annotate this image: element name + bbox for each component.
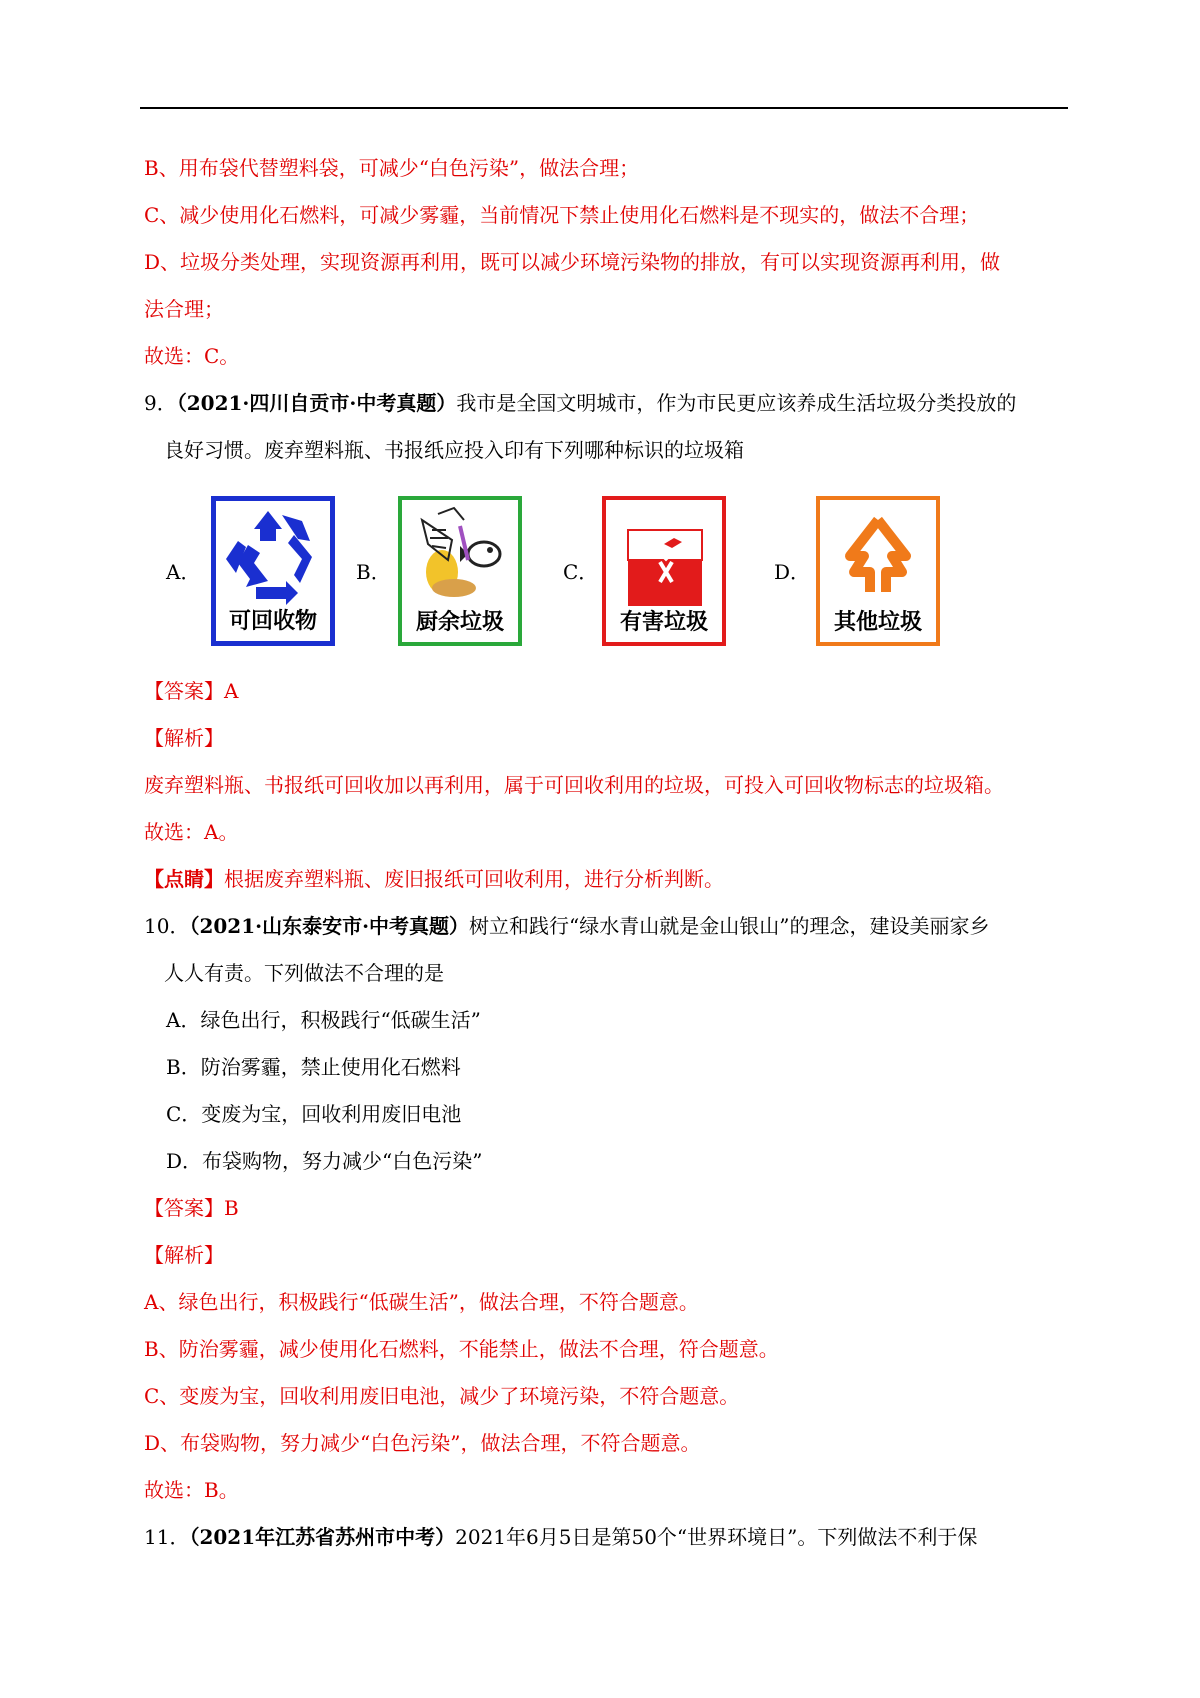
q10-answer-value: B [224, 1196, 239, 1220]
q9-analysis-tag: 【解析】 [144, 726, 224, 750]
q9-choice: 故选：A。 [144, 820, 239, 844]
prev-analysis-d-line1: D、垃圾分类处理，实现资源再利用，既可以减少环境污染物的排放，有可以实现资源再利用，做 [144, 250, 1001, 274]
q9-option-c-bin-text: 有害垃圾 [619, 610, 708, 635]
prev-analysis-c: C、减少使用化石燃料，可减少雾霾，当前情况下禁止使用化石燃料是不现实的，做法不合理； [144, 203, 980, 227]
q10-number: 10． [144, 914, 190, 938]
q11-stem-text1: 2021年6月5日是第50个“世界环境日”。下列做法不利于保 [455, 1525, 978, 1549]
q9-option-b-bin-text: 厨余垃圾 [415, 610, 504, 635]
food-waste-bin-icon [398, 496, 522, 646]
q10-answer-tag: 【答案】 [144, 1196, 224, 1220]
q11-stem-line1 [144, 1523, 977, 1551]
q9-tip [144, 865, 724, 893]
q9-answer-tag: 【答案】 [144, 679, 224, 703]
q9-answer [144, 677, 238, 705]
q9-source: （2021·四川自贡市·中考真题） [176, 391, 457, 415]
prev-analysis-b: B、用布袋代替塑料袋，可减少“白色污染”，做法合理； [144, 156, 640, 180]
q10-stem-text1: 树立和践行“绿水青山就是金山银山”的理念，建设美丽家乡 [469, 914, 990, 938]
q10-analysis-d: D、布袋购物，努力减少“白色污染”，做法合理，不符合题意。 [144, 1431, 701, 1455]
q10-stem-line2: 人人有责。下列做法不合理的是 [164, 961, 444, 985]
q9-tip-tag: 【点睛】 [144, 867, 224, 891]
q9-option-d-bin-text: 其他垃圾 [833, 610, 922, 635]
q10-source: （2021·山东泰安市·中考真题） [189, 914, 470, 938]
q10-option-d: D．布袋购物，努力减少“白色污染” [166, 1149, 483, 1173]
q9-stem-text1: 我市是全国文明城市，作为市民更应该养成生活垃圾分类投放的 [456, 391, 1017, 415]
q9-options [0, 496, 1200, 656]
q9-number: 9． [144, 391, 177, 415]
q9-answer-value: A [224, 679, 239, 703]
q11-source: （2021年江苏省苏州市中考） [189, 1525, 456, 1549]
prev-analysis-d-line2: 法合理； [144, 297, 224, 321]
q9-option-c-label: C． [563, 560, 599, 584]
q10-option-b: B．防治雾霾，禁止使用化石燃料 [166, 1055, 461, 1079]
q10-analysis-c: C、变废为宝，回收利用废旧电池，减少了环境污染，不符合题意。 [144, 1384, 740, 1408]
hazardous-bin-icon [602, 496, 726, 646]
q10-analysis-b: B、防治雾霾，减少使用化石燃料，不能禁止，做法不合理，符合题意。 [144, 1337, 779, 1361]
q9-option-d-label: D． [774, 560, 811, 584]
q10-choice: 故选：B。 [144, 1478, 239, 1502]
q9-analysis-text: 废弃塑料瓶、书报纸可回收加以再利用，属于可回收利用的垃圾，可投入可回收物标志的垃圾箱。 [144, 773, 1004, 797]
header-rule [140, 107, 1068, 109]
q9-stem-line1 [144, 389, 1016, 417]
q9-option-a-bin-text: 可回收物 [228, 609, 317, 634]
q10-option-a: A．绿色出行，积极践行“低碳生活” [166, 1008, 481, 1032]
q10-stem-line1 [144, 912, 990, 940]
q10-analysis-tag: 【解析】 [144, 1243, 224, 1267]
q9-option-b-label: B． [356, 560, 391, 584]
q10-analysis-a: A、绿色出行，积极践行“低碳生活”，做法合理，不符合题意。 [144, 1290, 699, 1314]
q9-option-a-label: A． [166, 560, 201, 584]
q10-answer [144, 1194, 239, 1222]
q11-number: 11． [144, 1525, 190, 1549]
recyclable-bin-icon [211, 496, 335, 646]
q10-option-c: C．变废为宝，回收利用废旧电池 [166, 1102, 462, 1126]
q9-tip-text: 根据废弃塑料瓶、废旧报纸可回收利用，进行分析判断。 [224, 867, 724, 891]
prev-choice: 故选：C。 [144, 344, 240, 368]
q9-stem-line2: 良好习惯。废弃塑料瓶、书报纸应投入印有下列哪种标识的垃圾箱 [164, 438, 744, 462]
other-waste-bin-icon [816, 496, 940, 646]
